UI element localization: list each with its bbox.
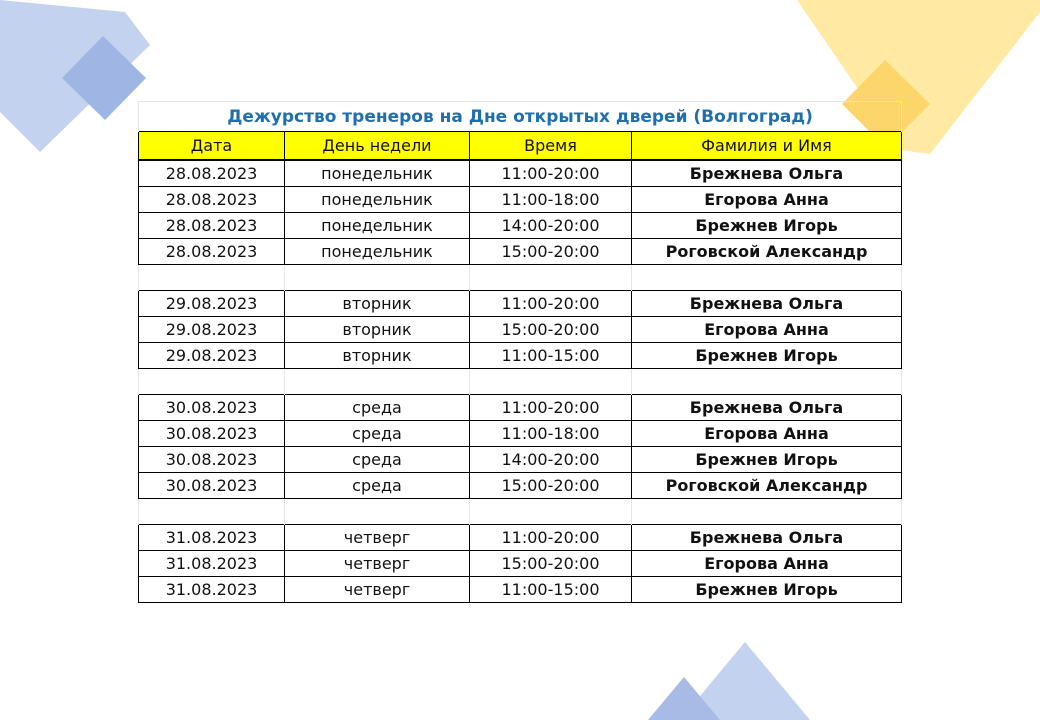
weekday-cell: вторник (285, 291, 470, 317)
date-cell: 30.08.2023 (139, 447, 285, 473)
table-row (139, 551, 902, 577)
date-cell: 31.08.2023 (139, 525, 285, 551)
table-row (139, 160, 902, 187)
column-header-time: Время (470, 132, 632, 161)
date-cell: 31.08.2023 (139, 551, 285, 577)
trainer-name-cell: Брежнев Игорь (632, 213, 902, 239)
time-cell: 11:00-20:00 (470, 160, 632, 187)
table-row (139, 421, 902, 447)
weekday-cell: четверг (285, 551, 470, 577)
date-cell: 29.08.2023 (139, 317, 285, 343)
trainer-name-cell: Брежнева Ольга (632, 160, 902, 187)
trainer-name-cell: Роговской Александр (632, 239, 902, 265)
table-row (139, 395, 902, 421)
time-cell: 15:00-20:00 (470, 239, 632, 265)
weekday-cell: понедельник (285, 213, 470, 239)
spacer-row (139, 265, 902, 291)
table-row (139, 291, 902, 317)
table-row (139, 447, 902, 473)
trainer-name-cell: Брежнева Ольга (632, 395, 902, 421)
date-cell: 28.08.2023 (139, 160, 285, 187)
trainer-name-cell: Брежнев Игорь (632, 343, 902, 369)
column-header-date: Дата (139, 132, 285, 161)
weekday-cell: вторник (285, 343, 470, 369)
weekday-cell: вторник (285, 317, 470, 343)
date-cell: 28.08.2023 (139, 213, 285, 239)
date-cell: 28.08.2023 (139, 239, 285, 265)
time-cell: 11:00-20:00 (470, 395, 632, 421)
weekday-cell: среда (285, 447, 470, 473)
table-row (139, 239, 902, 265)
table-title: Дежурство тренеров на Дне открытых дверей (Волгоград) (139, 102, 902, 132)
date-cell: 29.08.2023 (139, 291, 285, 317)
duty-schedule-table (138, 101, 902, 603)
time-cell: 15:00-20:00 (470, 317, 632, 343)
table-row (139, 473, 902, 499)
trainer-name-cell: Брежнев Игорь (632, 577, 902, 603)
trainer-name-cell: Брежнев Игорь (632, 447, 902, 473)
time-cell: 14:00-20:00 (470, 213, 632, 239)
trainer-name-cell: Егорова Анна (632, 187, 902, 213)
trainer-name-cell: Брежнева Ольга (632, 291, 902, 317)
table-row (139, 343, 902, 369)
trainer-name-cell: Егорова Анна (632, 421, 902, 447)
time-cell: 11:00-15:00 (470, 577, 632, 603)
weekday-cell: понедельник (285, 160, 470, 187)
trainer-name-cell: Брежнева Ольга (632, 525, 902, 551)
column-header-weekday: День недели (285, 132, 470, 161)
column-header-name: Фамилия и Имя (632, 132, 902, 161)
date-cell: 31.08.2023 (139, 577, 285, 603)
date-cell: 28.08.2023 (139, 187, 285, 213)
date-cell: 29.08.2023 (139, 343, 285, 369)
weekday-cell: четверг (285, 525, 470, 551)
weekday-cell: четверг (285, 577, 470, 603)
time-cell: 11:00-18:00 (470, 187, 632, 213)
weekday-cell: среда (285, 473, 470, 499)
time-cell: 11:00-18:00 (470, 421, 632, 447)
table-row (139, 577, 902, 603)
table-row (139, 317, 902, 343)
time-cell: 11:00-15:00 (470, 343, 632, 369)
time-cell: 15:00-20:00 (470, 473, 632, 499)
time-cell: 11:00-20:00 (470, 525, 632, 551)
trainer-name-cell: Егорова Анна (632, 317, 902, 343)
weekday-cell: среда (285, 421, 470, 447)
date-cell: 30.08.2023 (139, 473, 285, 499)
trainer-name-cell: Роговской Александр (632, 473, 902, 499)
time-cell: 14:00-20:00 (470, 447, 632, 473)
table-row (139, 213, 902, 239)
schedule-sheet (138, 101, 901, 603)
header-row (139, 132, 902, 161)
weekday-cell: понедельник (285, 239, 470, 265)
trainer-name-cell: Егорова Анна (632, 551, 902, 577)
weekday-cell: понедельник (285, 187, 470, 213)
spacer-row (139, 369, 902, 395)
time-cell: 11:00-20:00 (470, 291, 632, 317)
time-cell: 15:00-20:00 (470, 551, 632, 577)
weekday-cell: среда (285, 395, 470, 421)
table-row (139, 525, 902, 551)
date-cell: 30.08.2023 (139, 421, 285, 447)
table-row (139, 187, 902, 213)
spacer-row (139, 499, 902, 525)
date-cell: 30.08.2023 (139, 395, 285, 421)
